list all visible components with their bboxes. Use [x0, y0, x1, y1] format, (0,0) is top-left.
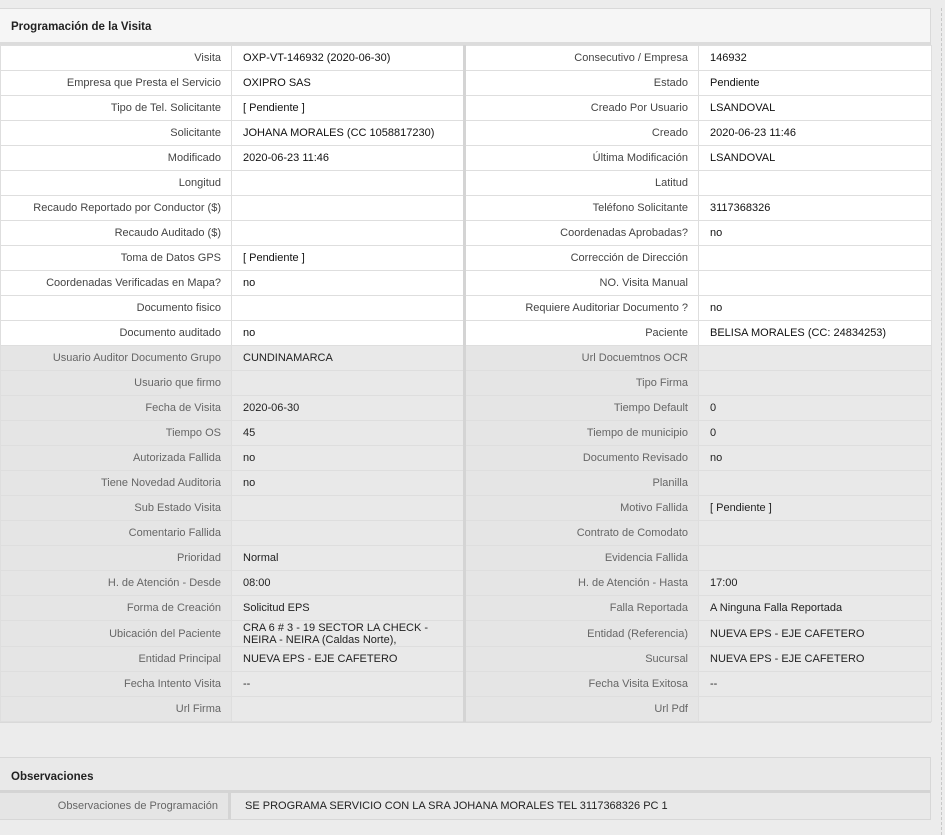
table-row: [1, 672, 932, 697]
field-value: 08:00: [232, 571, 465, 596]
table-row: [1, 647, 932, 672]
field-label: Paciente: [465, 321, 699, 346]
field-label: Corrección de Dirección: [465, 246, 699, 271]
field-value: NUEVA EPS - EJE CAFETERO: [699, 621, 932, 647]
field-label: Tipo de Tel. Solicitante: [1, 96, 232, 121]
table-row: [1, 296, 932, 321]
field-label: Entidad Principal: [1, 647, 232, 672]
table-row: [1, 146, 932, 171]
field-label: Fecha de Visita: [1, 396, 232, 421]
field-value: LSANDOVAL: [699, 146, 932, 171]
table-row: [1, 546, 932, 571]
table-row: [1, 321, 932, 346]
field-value: [699, 171, 932, 196]
field-value: [ Pendiente ]: [699, 496, 932, 521]
field-label: Sub Estado Visita: [1, 496, 232, 521]
field-value: CUNDINAMARCA: [232, 346, 465, 371]
field-value: [ Pendiente ]: [232, 246, 465, 271]
field-value: [699, 371, 932, 396]
table-row: [1, 246, 932, 271]
table-row: [1, 621, 932, 647]
field-value: [699, 697, 932, 722]
field-label: Entidad (Referencia): [465, 621, 699, 647]
field-label: Documento Revisado: [465, 446, 699, 471]
field-label: Modificado: [1, 146, 232, 171]
field-value: [ Pendiente ]: [232, 96, 465, 121]
field-value: [699, 271, 932, 296]
section-title: Programación de la Visita: [0, 9, 930, 45]
field-value: 2020-06-23 11:46: [232, 146, 465, 171]
observations-value: SE PROGRAMA SERVICIO CON LA SRA JOHANA MORALES TEL 3117368326 PC 1: [231, 793, 930, 819]
field-value: no: [232, 446, 465, 471]
scroll-guide-line: [941, 8, 942, 835]
field-label: Fecha Visita Exitosa: [465, 672, 699, 697]
field-value: BELISA MORALES (CC: 24834253): [699, 321, 932, 346]
field-label: Url Firma: [1, 697, 232, 722]
field-value: Solicitud EPS: [232, 596, 465, 621]
field-value: no: [232, 321, 465, 346]
table-row: [1, 396, 932, 421]
field-label: Url Pdf: [465, 697, 699, 722]
field-label: Tiempo Default: [465, 396, 699, 421]
field-label: Prioridad: [1, 546, 232, 571]
field-label: Solicitante: [1, 121, 232, 146]
field-value: 0: [699, 396, 932, 421]
field-value: 0: [699, 421, 932, 446]
table-row: [1, 446, 932, 471]
field-value: OXIPRO SAS: [232, 71, 465, 96]
field-label: Ubicación del Paciente: [1, 621, 232, 647]
field-value: [699, 521, 932, 546]
field-label: Fecha Intento Visita: [1, 672, 232, 697]
field-value: Normal: [232, 546, 465, 571]
field-label: Recaudo Auditado ($): [1, 221, 232, 246]
observations-row: [0, 793, 930, 819]
table-row: [1, 196, 932, 221]
field-label: Falla Reportada: [465, 596, 699, 621]
table-row: [1, 71, 932, 96]
field-value: [699, 346, 932, 371]
field-label: H. de Atención - Hasta: [465, 571, 699, 596]
field-value: A Ninguna Falla Reportada: [699, 596, 932, 621]
field-value: NUEVA EPS - EJE CAFETERO: [699, 647, 932, 672]
field-value: JOHANA MORALES (CC 1058817230): [232, 121, 465, 146]
field-label: Creado Por Usuario: [465, 96, 699, 121]
field-value: NUEVA EPS - EJE CAFETERO: [232, 647, 465, 672]
table-row: [1, 371, 932, 396]
field-label: Motivo Fallida: [465, 496, 699, 521]
field-label: Url Docuemtnos OCR: [465, 346, 699, 371]
field-label: NO. Visita Manual: [465, 271, 699, 296]
field-value: --: [699, 672, 932, 697]
table-row: [1, 596, 932, 621]
field-value: [232, 296, 465, 321]
field-label: Autorizada Fallida: [1, 446, 232, 471]
visit-details-table: [0, 45, 932, 722]
field-value: [232, 371, 465, 396]
field-value: [232, 697, 465, 722]
field-value: no: [699, 221, 932, 246]
field-label: Planilla: [465, 471, 699, 496]
field-value: no: [699, 296, 932, 321]
visit-programming-panel: [0, 8, 931, 723]
field-label: Longitud: [1, 171, 232, 196]
field-value: 2020-06-23 11:46: [699, 121, 932, 146]
field-label: Tiene Novedad Auditoria: [1, 471, 232, 496]
field-label: Sucursal: [465, 647, 699, 672]
table-row: [1, 421, 932, 446]
field-label: Empresa que Presta el Servicio: [1, 71, 232, 96]
field-label: Recaudo Reportado por Conductor ($): [1, 196, 232, 221]
table-row: [1, 697, 932, 722]
field-label: Documento auditado: [1, 321, 232, 346]
field-value: [232, 221, 465, 246]
field-value: [232, 496, 465, 521]
field-label: Usuario que firmo: [1, 371, 232, 396]
field-label: Coordenadas Aprobadas?: [465, 221, 699, 246]
table-row: [1, 221, 932, 246]
table-row: [1, 521, 932, 546]
field-label: Comentario Fallida: [1, 521, 232, 546]
table-row: [1, 46, 932, 71]
field-label: Usuario Auditor Documento Grupo: [1, 346, 232, 371]
table-row: [1, 496, 932, 521]
table-row: [1, 271, 932, 296]
field-label: Visita: [1, 46, 232, 71]
field-value: 45: [232, 421, 465, 446]
field-value: 2020-06-30: [232, 396, 465, 421]
field-value: [232, 521, 465, 546]
observations-label: Observaciones de Programación: [0, 793, 231, 819]
field-value: [232, 196, 465, 221]
field-value: [699, 246, 932, 271]
field-label: Documento fisico: [1, 296, 232, 321]
field-label: Evidencia Fallida: [465, 546, 699, 571]
field-label: Forma de Creación: [1, 596, 232, 621]
field-value: LSANDOVAL: [699, 96, 932, 121]
table-row: [1, 96, 932, 121]
field-value: 3117368326: [699, 196, 932, 221]
field-label: Tipo Firma: [465, 371, 699, 396]
field-value: Pendiente: [699, 71, 932, 96]
field-label: Tiempo OS: [1, 421, 232, 446]
field-value: no: [699, 446, 932, 471]
field-label: Toma de Datos GPS: [1, 246, 232, 271]
field-label: Tiempo de municipio: [465, 421, 699, 446]
field-label: Contrato de Comodato: [465, 521, 699, 546]
field-label: Creado: [465, 121, 699, 146]
field-value: --: [232, 672, 465, 697]
field-value: [699, 546, 932, 571]
table-row: [1, 121, 932, 146]
table-row: [1, 471, 932, 496]
field-value: 146932: [699, 46, 932, 71]
table-row: [1, 571, 932, 596]
field-value: [699, 471, 932, 496]
field-value: OXP-VT-146932 (2020-06-30): [232, 46, 465, 71]
field-label: Estado: [465, 71, 699, 96]
field-value: no: [232, 471, 465, 496]
field-label: H. de Atención - Desde: [1, 571, 232, 596]
observations-panel: [0, 757, 931, 820]
field-value: 17:00: [699, 571, 932, 596]
field-label: Latitud: [465, 171, 699, 196]
field-label: Última Modificación: [465, 146, 699, 171]
field-value: CRA 6 # 3 - 19 SECTOR LA CHECK - NEIRA - NEIRA (Caldas Norte),: [232, 621, 465, 647]
field-label: Teléfono Solicitante: [465, 196, 699, 221]
observations-title: Observaciones: [0, 758, 930, 793]
field-label: Coordenadas Verificadas en Mapa?: [1, 271, 232, 296]
field-label: Consecutivo / Empresa: [465, 46, 699, 71]
field-value: no: [232, 271, 465, 296]
table-row: [1, 346, 932, 371]
table-row: [1, 171, 932, 196]
field-label: Requiere Auditoriar Documento ?: [465, 296, 699, 321]
field-value: [232, 171, 465, 196]
